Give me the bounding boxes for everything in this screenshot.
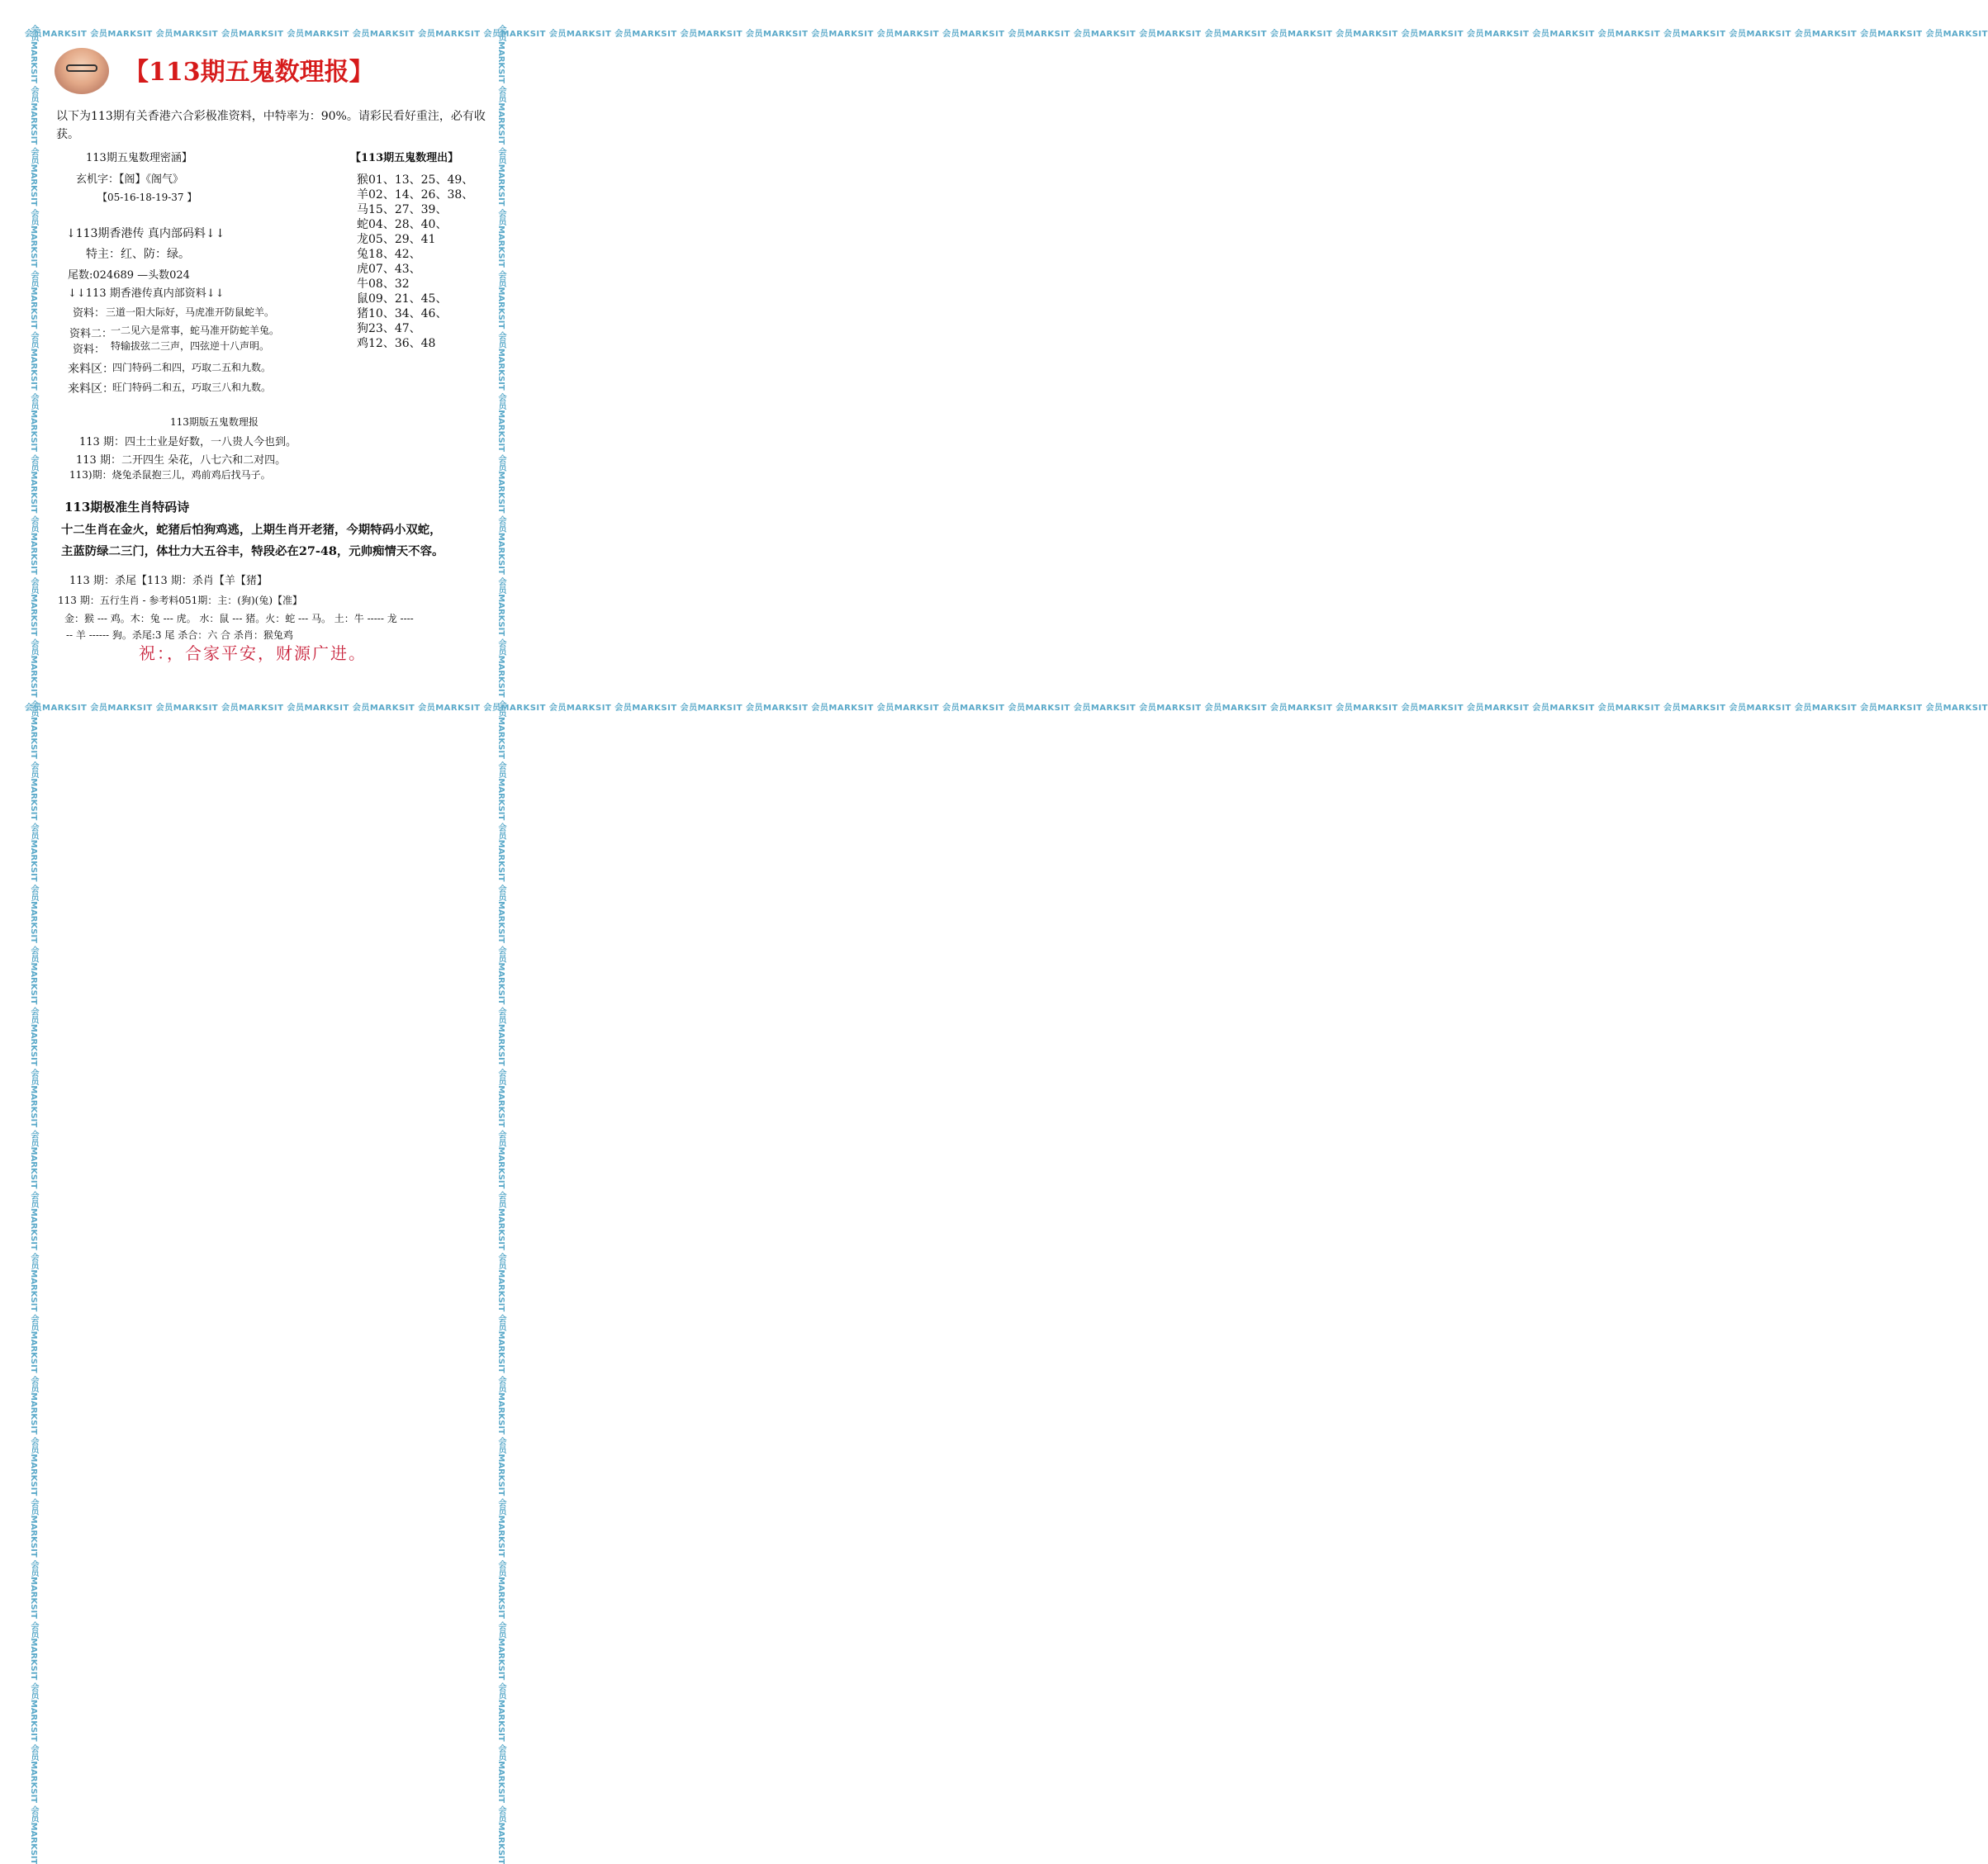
ziliao2-text: 一二见六是常事，蛇马准开防蛇羊兔。 <box>111 325 280 336</box>
list-item: 鸡12、36、48 <box>357 337 436 350</box>
list-item: 猴01、13、25、49、 <box>357 173 474 187</box>
insider-heading: ↓113期香港传 真内部码料↓↓ <box>66 227 225 240</box>
right-border-watermark: 会员MARKSIT 会员MARKSIT 会员MARKSIT 会员MARKSIT 会员MARKSIT 会员MARKSIT 会员MARKSIT 会员MARKSIT 会员MARKSIT 会员MARKSIT 会员MARKSIT 会员MARKSIT 会员MARKSIT 会员MARKSIT 会员MARKSIT 会员MARKSIT 会员MARKSIT 会员MARKSIT 会员MARKSIT 会员MARKSIT 会员MARKSIT 会员MARKSIT 会员MARKSIT 会员MARKSIT 会员MARKSIT 会员MARKSIT 会员MARKSIT 会员MARKSIT 会员MARKSIT 会员MARKSIT <box>496 25 505 1864</box>
bottom-line4: -- 羊 ------ 狗。杀尾:3 尾 杀合：六 合 杀肖：猴兔鸡 <box>66 629 293 641</box>
list-item: 牛08、32 <box>357 277 410 291</box>
list-item: 虎07、43、 <box>357 263 421 276</box>
bottom-line1: 113 期：杀尾【113 期：杀肖【羊【猪】 <box>69 575 268 587</box>
bottom-line3: 金：猴 --- 鸡。木：兔 --- 虎。 水：鼠 --- 猪。火：蛇 --- 马。 土：牛 ----- 龙 ---- <box>64 613 414 624</box>
list-item: 龙05、29、41 <box>357 233 436 246</box>
xuanji-numbers: 【05-16-18-19-37 】 <box>97 192 197 203</box>
list-item: 狗23、47、 <box>357 322 421 335</box>
top-border-watermark: 会员MARKSIT 会员MARKSIT 会员MARKSIT 会员MARKSIT 会员MARKSIT 会员MARKSIT 会员MARKSIT 会员MARKSIT 会员MARKSIT 会员MARKSIT 会员MARKSIT 会员MARKSIT 会员MARKSIT 会员MARKSIT 会员MARKSIT 会员MARKSIT 会员MARKSIT 会员MARKSIT 会员MARKSIT 会员MARKSIT 会员MARKSIT 会员MARKSIT 会员MARKSIT 会员MARKSIT 会员MARKSIT 会员MARKSIT 会员MARKSIT 会员MARKSIT 会员MARKSIT 会员MARKSIT <box>25 30 1988 39</box>
ziliao1-label: 资料： <box>73 307 106 320</box>
blessing: 祝：，合家平安，财源广进。 <box>139 643 367 663</box>
middle-line1: 113 期：四土士业是好数，一八贵人今也到。 <box>79 436 297 448</box>
page-title: 【113期五鬼数理报】 <box>124 58 374 87</box>
avatar <box>55 48 109 94</box>
laoliao1-label: 来料区： <box>68 363 114 376</box>
left-box-heading: 113期五鬼数理密涵】 <box>86 152 192 164</box>
poem-line1: 十二生肖在金火，蛇猪后怕狗鸡逃，上期生肖开老猪，今期特码小双蛇， <box>61 523 442 537</box>
list-item: 羊02、14、26、38、 <box>357 188 474 202</box>
middle-line3: 113)期：烧兔杀鼠抱三儿，鸡前鸡后找马子。 <box>69 469 271 481</box>
special-main: 特主：红、防：绿。 <box>86 248 190 261</box>
list-item: 猪10、34、46、 <box>357 307 448 320</box>
laoliao1-text: 四门特码二和四，巧取二五和九数。 <box>112 362 272 373</box>
glasses-icon <box>66 64 97 72</box>
bottom-border-watermark: 会员MARKSIT 会员MARKSIT 会员MARKSIT 会员MARKSIT 会员MARKSIT 会员MARKSIT 会员MARKSIT 会员MARKSIT 会员MARKSIT 会员MARKSIT 会员MARKSIT 会员MARKSIT 会员MARKSIT 会员MARKSIT 会员MARKSIT 会员MARKSIT 会员MARKSIT 会员MARKSIT 会员MARKSIT 会员MARKSIT 会员MARKSIT 会员MARKSIT 会员MARKSIT 会员MARKSIT 会员MARKSIT 会员MARKSIT 会员MARKSIT 会员MARKSIT 会员MARKSIT 会员MARKSIT <box>25 704 1988 713</box>
ziliao2-label: 资料二： <box>69 328 113 340</box>
middle-heading: 113期版五鬼数理报 <box>170 416 259 428</box>
xuanji-label: 玄机字：【阁】《阁气》 <box>76 173 184 186</box>
ziliao3-text: 特输拔弦二三声，四弦逆十八声明。 <box>111 340 270 352</box>
left-border-watermark: 会员MARKSIT 会员MARKSIT 会员MARKSIT 会员MARKSIT 会员MARKSIT 会员MARKSIT 会员MARKSIT 会员MARKSIT 会员MARKSIT 会员MARKSIT 会员MARKSIT 会员MARKSIT 会员MARKSIT 会员MARKSIT 会员MARKSIT 会员MARKSIT 会员MARKSIT 会员MARKSIT 会员MARKSIT 会员MARKSIT 会员MARKSIT 会员MARKSIT 会员MARKSIT 会员MARKSIT 会员MARKSIT 会员MARKSIT 会员MARKSIT 会员MARKSIT 会员MARKSIT 会员MARKSIT <box>29 25 38 1864</box>
laoliao2-text: 旺门特码二和五，巧取三八和九数。 <box>112 382 272 393</box>
tail-head-numbers: 尾数:024689 —头数024 <box>68 269 190 282</box>
right-box-heading: 【113期五鬼数理出】 <box>350 152 459 164</box>
bottom-line2: 113 期：五行生肖 - 参考料051期：主：(狗)(兔)【准】 <box>58 595 303 606</box>
intro-text: 以下为113期有关香港六合彩极准资料，中特率为：90%。请彩民看好重注，必有收获。 <box>56 110 486 141</box>
list-item: 鼠09、21、45、 <box>357 292 448 306</box>
insider-subheading: ↓↓113 期香港传真内部资料↓↓ <box>68 287 225 300</box>
ziliao3-label: 资料： <box>73 344 106 356</box>
middle-line2: 113 期：二开四生 朵花，八七六和二对四。 <box>76 454 287 467</box>
list-item: 兔18、42、 <box>357 248 421 261</box>
list-item: 马15、27、39、 <box>357 203 448 216</box>
poem-heading: 113期极准生肖特码诗 <box>64 500 190 515</box>
ziliao1-text: 三道一阳大际好，马虎准开防鼠蛇羊。 <box>106 306 275 318</box>
poem-line2: 主蓝防绿二三门，体壮力大五谷丰，特段必在27-48，元帅痴情天不容。 <box>61 544 444 558</box>
laoliao2-label: 来料区： <box>68 382 114 396</box>
list-item: 蛇04、28、40、 <box>357 218 448 231</box>
